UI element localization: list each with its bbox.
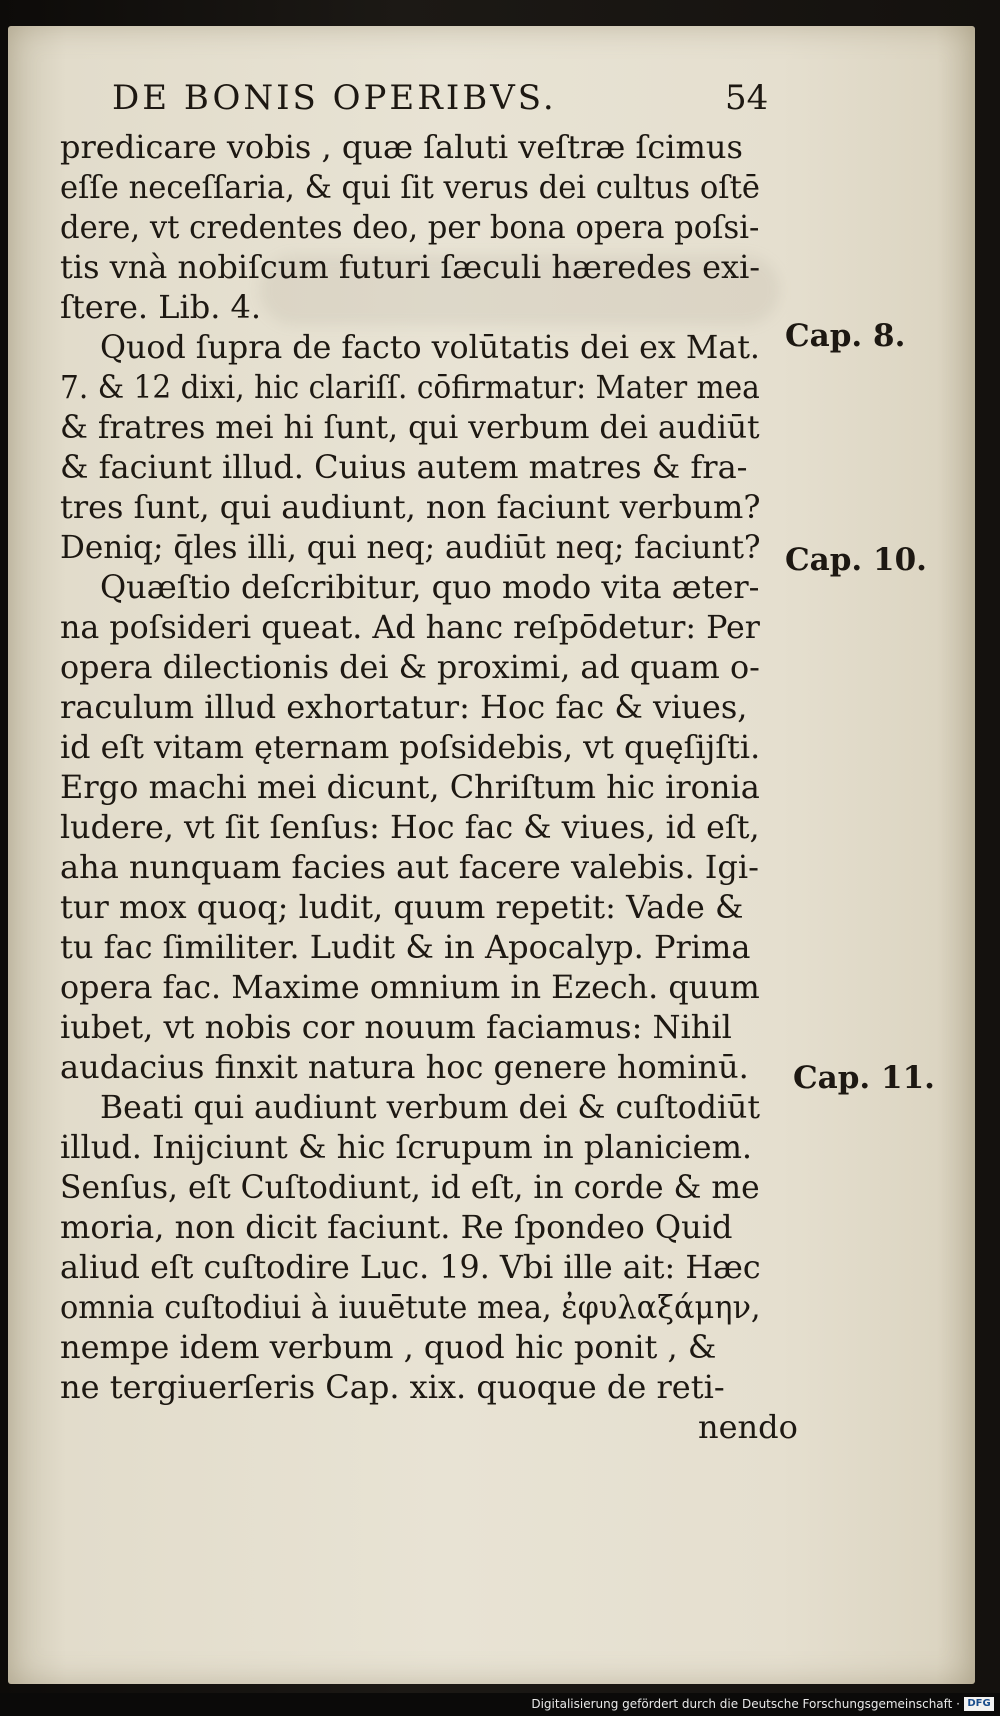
text-line: nempe idem verbum , quod hic ponit , & [60,1328,717,1366]
text-line: opera dilectionis dei & proximi, ad quam o- [60,648,760,686]
text-line: tu fac ſimiliter. Ludit & in Apocalyp. Prima [60,928,751,966]
text-line: aliud eſt cuſtodire Luc. 19. Vbi ille ait: Hæc [60,1248,761,1286]
text-line: Quod ſupra de facto volūtatis dei ex Mat. [100,328,760,366]
text-line: tis vnà nobiſcum futuri ſæculi hæredes exi- [60,248,761,286]
text-line: nendo [698,1408,798,1446]
text-line: na poſsideri queat. Ad hanc reſpōdetur: Per [60,608,760,646]
text-line: raculum illud exhortatur: Hoc fac & viues, [60,688,748,726]
text-line: moria, non dicit faciunt. Re ſpondeo Quid [60,1208,733,1246]
text-line: iubet, vt nobis cor nouum faciamus: Nihil [60,1008,732,1046]
text-line: & faciunt illud. Cuius autem matres & fra- [60,448,748,486]
text-line: ne tergiuerſeris Cap. xix. quoque de reti- [60,1368,725,1406]
text-line: omnia cuſtodiui à iuuētute mea, ἐφυλαξάμην, [60,1288,761,1326]
dfg-logo: DFG [964,1697,994,1711]
text-line: eſſe neceſſaria, & qui ſit verus dei cultus oſtē [60,168,760,206]
text-line: ludere, vt ſit ſenſus: Hoc fac & viues, id eſt, [60,808,760,846]
text-line: dere, vt credentes deo, per bona opera poſsi- [60,208,760,246]
text-line: aha nunquam facies aut facere valebis. Igi- [60,848,759,886]
text-line: tres ſunt, qui audiunt, non faciunt verbum? [60,488,761,526]
text-line: Ergo machi mei dicunt, Chriſtum hic ironia [60,768,760,806]
footer-credit: Digitalisierung gefördert durch die Deutsche Forschungsgemeinschaft · [531,1697,960,1711]
text-line: illud. Inijciunt & hic ſcrupum in planiciem. [60,1128,753,1166]
text-line: Senſus, eſt Cuſtodiunt, id eſt, in corde & me [60,1168,760,1206]
text-line: id eſt vitam ęternam poſsidebis, vt quęſijſti. [60,728,761,766]
page-number: 54 [725,78,769,118]
running-head: DE BONIS OPERIBVS. [112,78,557,118]
text-line: Deniq; q̄les illi, qui neq; audiūt neq; faciunt? [60,528,761,566]
text-line: predicare vobis , quæ ſaluti veſtræ ſcimus [60,128,743,166]
text-line: tur mox quoq; ludit, quum repetit: Vade & [60,888,744,926]
text-line: audacius finxit natura hoc genere hominū. [60,1048,749,1086]
text-line: ſtere. Lib. 4. [60,288,262,326]
margin-note-cap-10: Cap. 10. [785,542,927,578]
margin-note-cap-8: Cap. 8. [785,318,906,354]
text-line: 7. & 12 dixi, hic clariſſ. cōfirmatur: Mater mea [60,368,760,406]
text-line: opera fac. Maxime omnium in Ezech. quum [60,968,760,1006]
text-line: & fratres mei hi ſunt, qui verbum dei audiūt [60,408,760,446]
text-line: Quæſtio deſcribitur, quo modo vita æter- [100,568,760,606]
text-line: Beati qui audiunt verbum dei & cuſtodiūt [100,1088,760,1126]
margin-note-cap-11: Cap. 11. [793,1060,935,1096]
